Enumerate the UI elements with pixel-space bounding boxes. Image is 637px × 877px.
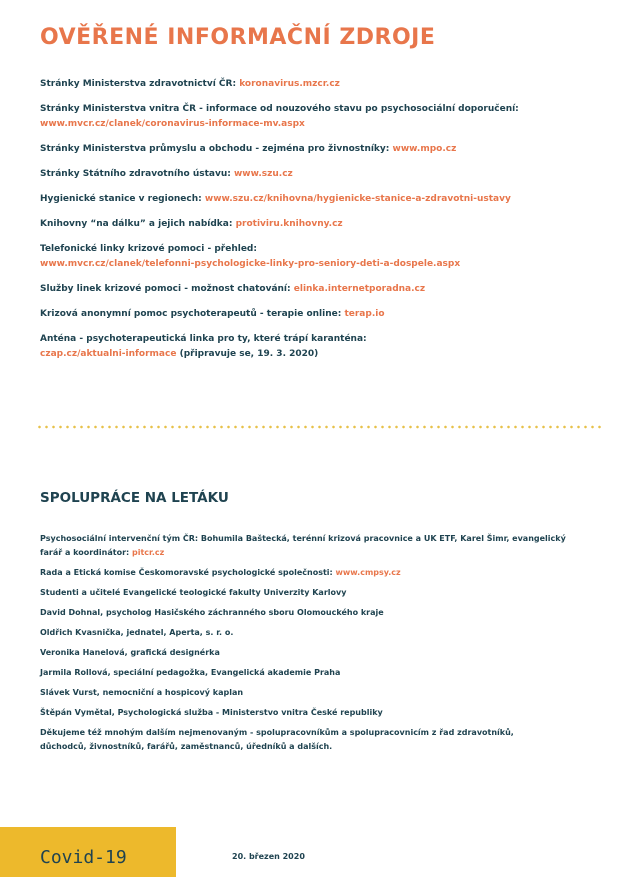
credit-item	[40, 606, 600, 620]
credit-item	[40, 646, 600, 660]
source-text: Stránky Ministerstva průmyslu a obchodu - zejména pro živnostníky:	[40, 144, 393, 154]
footer-date: 20. březen 2020	[232, 852, 305, 861]
source-text: Stránky Ministerstva zdravotnictví ČR:	[40, 79, 240, 89]
credit-item	[40, 666, 600, 680]
source-link[interactable]: protiviru.knihovny.cz	[235, 219, 343, 229]
credit-item	[40, 706, 600, 720]
source-text: Služby linek krizové pomoci - možnost chatování:	[40, 284, 294, 294]
source-link[interactable]: www.mpo.cz	[392, 144, 457, 154]
source-link[interactable]: koronavirus.mzcr.cz	[239, 79, 340, 89]
source-link[interactable]: terap.io	[344, 309, 385, 319]
source-item	[40, 192, 610, 207]
credit-text: Děkujeme též mnohým dalším nejmenovaným - spolupracovníkům a spolupracovnicím z řad zdravotníků,	[40, 728, 514, 737]
source-item	[40, 77, 610, 92]
source-text: Hygienické stanice v regionech:	[40, 194, 205, 204]
credit-item	[40, 532, 600, 560]
credit-link[interactable]: www.cmpsy.cz	[335, 568, 401, 577]
credit-text: Rada a Etická komise Českomoravské psychologické společnosti:	[40, 568, 336, 577]
footer-label: Covid-19	[40, 847, 127, 868]
credit-item	[40, 726, 600, 754]
credit-text: Psychosociální intervenční tým ČR: Bohumila Baštecká, terénní krizová pracovnice a UK ETF, Karel Šimr, evangelický	[40, 534, 566, 543]
source-text: Anténa - psychoterapeutická linka pro ty, které trápí karanténa:	[40, 334, 367, 344]
source-text: Stránky Ministerstva vnitra ČR - informace od nouzového stavu po psychosociální doporučení:	[40, 104, 519, 114]
sources-list	[40, 77, 610, 372]
source-item	[40, 282, 610, 297]
credit-text: Štěpán Vymětal, Psychologická služba - Ministerstvo vnitra České republiky	[40, 708, 383, 717]
section-title: SPOLUPRÁCE NA LETÁKU	[40, 490, 229, 506]
credit-text: David Dohnal, psycholog Hasičského záchranného sboru Olomouckého kraje	[40, 608, 384, 617]
source-item	[40, 307, 610, 322]
source-link[interactable]: www.szu.cz/knihovna/hygienicke-stanice-a-zdravotni-ustavy	[204, 194, 511, 204]
source-text: Telefonické linky krizové pomoci - přehled:	[40, 244, 257, 254]
source-note: (připravuje se, 19. 3. 2020)	[176, 349, 319, 359]
credit-item	[40, 566, 600, 580]
source-text: Stránky Státního zdravotního ústavu:	[40, 169, 234, 179]
source-item	[40, 167, 610, 182]
credit-text: důchodců, živnostníků, farářů, zaměstnanců, úředníků a dalších.	[40, 742, 333, 751]
source-item	[40, 142, 610, 157]
source-link[interactable]: elinka.internetporadna.cz	[293, 284, 426, 294]
page-title: OVĚŘENÉ INFORMAČNÍ ZDROJE	[40, 25, 436, 50]
source-link[interactable]: www.szu.cz	[233, 169, 293, 179]
credit-text: Jarmila Rollová, speciální pedagožka, Evangelická akademie Praha	[40, 668, 341, 677]
credit-text: Veronika Hanelová, grafická designérka	[40, 648, 220, 657]
credit-text: Slávek Vurst, nemocniční a hospicový kaplan	[40, 688, 244, 697]
credit-item	[40, 686, 600, 700]
credit-text: farář a koordinátor:	[40, 548, 132, 557]
source-item	[40, 242, 610, 272]
credit-text: Studenti a učitelé Evangelické teologické fakulty Univerzity Karlovy	[40, 588, 347, 597]
credit-item	[40, 626, 600, 640]
source-text: Krizová anonymní pomoc psychoterapeutů - terapie online:	[40, 309, 345, 319]
dotted-divider	[36, 425, 604, 429]
credit-link[interactable]: pitcr.cz	[132, 548, 165, 557]
credits-list	[40, 532, 600, 760]
source-link[interactable]: czap.cz/aktualni-informace	[40, 349, 177, 359]
source-link[interactable]: www.mvcr.cz/clanek/coronavirus-informace-mv.aspx	[40, 119, 305, 129]
source-item	[40, 102, 610, 132]
source-link[interactable]: www.mvcr.cz/clanek/telefonni-psychologicke-linky-pro-seniory-deti-a-dospele.aspx	[40, 259, 461, 269]
source-item	[40, 332, 610, 362]
source-text: Knihovny “na dálku” a jejich nabídka:	[40, 219, 236, 229]
credit-text: Oldřich Kvasnička, jednatel, Aperta, s. r. o.	[40, 628, 234, 637]
credit-item	[40, 586, 600, 600]
source-item	[40, 217, 610, 232]
